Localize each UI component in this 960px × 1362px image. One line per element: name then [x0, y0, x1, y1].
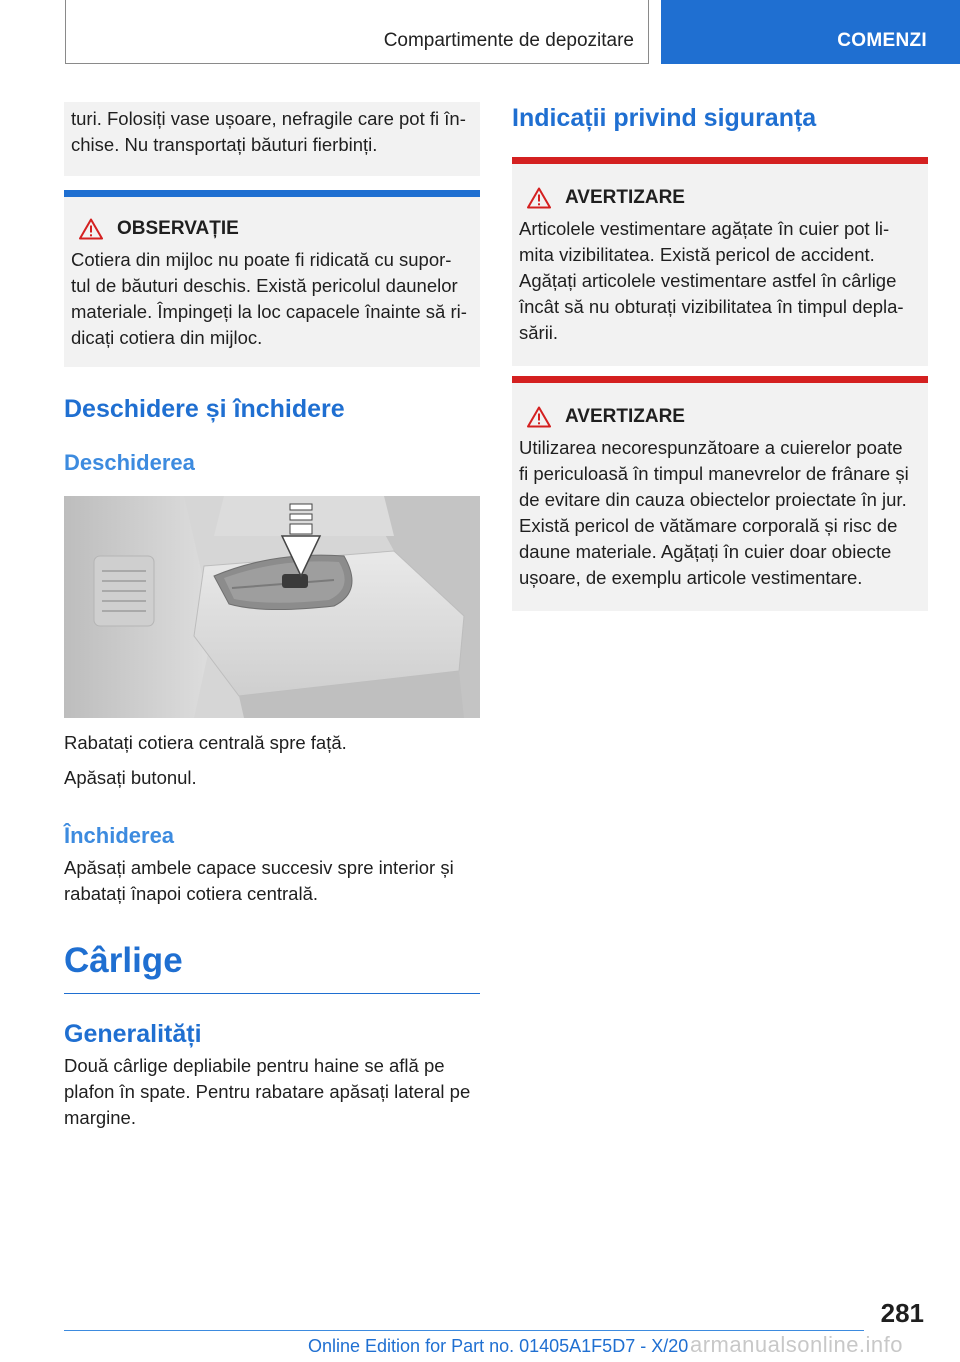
hooks-heading: Cârlige	[64, 941, 183, 980]
warning-triangle-icon	[79, 218, 103, 240]
left-column	[64, 102, 480, 1131]
warning2-title: AVERTIZARE	[565, 406, 685, 427]
warning-triangle-icon	[527, 187, 551, 209]
notice-top-bar	[64, 190, 480, 197]
notice-box	[64, 197, 480, 367]
chapter-tab[interactable]	[661, 0, 960, 64]
page-number: 281	[880, 1298, 924, 1328]
notice-heading	[79, 215, 473, 243]
intro-box	[64, 102, 480, 176]
header-section-box	[65, 0, 649, 64]
watermark: armanualsonline.info	[690, 1332, 904, 1357]
opening-step-1: Rabatați cotiera centrală spre față.	[64, 732, 347, 753]
hooks-heading-rule	[64, 993, 480, 994]
section-heading-open-close: Deschidere și închidere	[64, 395, 345, 423]
notice-text: Cotiera din mijloc nu poate fi ridicată cu supor- tul de băuturi deschis. Există pericolul daunelor materiale. Împingeți la loc capacele înainte să ri- dicați cotiera din mijloc.	[71, 249, 467, 348]
section-title: Compartimente de depozitare	[383, 30, 634, 51]
opening-heading: Deschiderea	[64, 450, 195, 475]
warning-triangle-icon	[527, 406, 551, 428]
general-text: Două cârlige depliabile pentru haine se află pe plafon în spate. Pentru rabatare apăsați lateral pe margine.	[64, 1055, 471, 1128]
edition-text: Online Edition for Part no. 01405A1F5D7 - X/20	[308, 1336, 689, 1356]
warning1-text: Articolele vestimentare agățate în cuier pot li- mita vizibilitatea. Există pericol de accident. Agățați articolele vestimentare astfel în cârlige încât să nu obturați vizibilitatea în timpul depla- sării.	[519, 218, 904, 343]
opening-step-2: Apăsați butonul.	[64, 767, 197, 788]
safety-heading: Indicații privind siguranța	[512, 104, 817, 132]
warning2-text: Utilizarea necorespunzătoare a cuierelor poate fi periculoasă în timpul manevrelor de frânare și de evitare din cauza obiectelor proiectate în jur. Există pericol de vătămare corporală și risc de daune materiale. Agățați în cuier doar obiecte ușoare, de exemplu articole vestimentare.	[519, 437, 909, 588]
chapter-tab-label: COMENZI	[837, 30, 927, 51]
notice-title: OBSERVAȚIE	[117, 218, 239, 239]
warning2-box	[512, 383, 928, 611]
general-heading: Generalități	[64, 1020, 202, 1048]
warning2-top-bar	[512, 376, 928, 383]
warning1-heading	[527, 184, 921, 212]
armrest-illustration	[64, 496, 480, 718]
closing-heading: Închiderea	[64, 823, 175, 848]
warning1-top-bar	[512, 157, 928, 164]
footer-rule	[64, 1330, 864, 1331]
warning2-heading	[527, 403, 921, 431]
armrest-photo	[64, 496, 480, 718]
right-column	[512, 102, 928, 611]
closing-text: Apăsați ambele capace succesiv spre interior și rabatați înapoi cotiera centrală.	[64, 857, 454, 904]
intro-text: turi. Folosiți vase ușoare, nefragile care pot fi în- chise. Nu transportați băuturi fierbinți.	[71, 108, 466, 155]
warning1-box	[512, 164, 928, 366]
warning1-title: AVERTIZARE	[565, 187, 685, 208]
